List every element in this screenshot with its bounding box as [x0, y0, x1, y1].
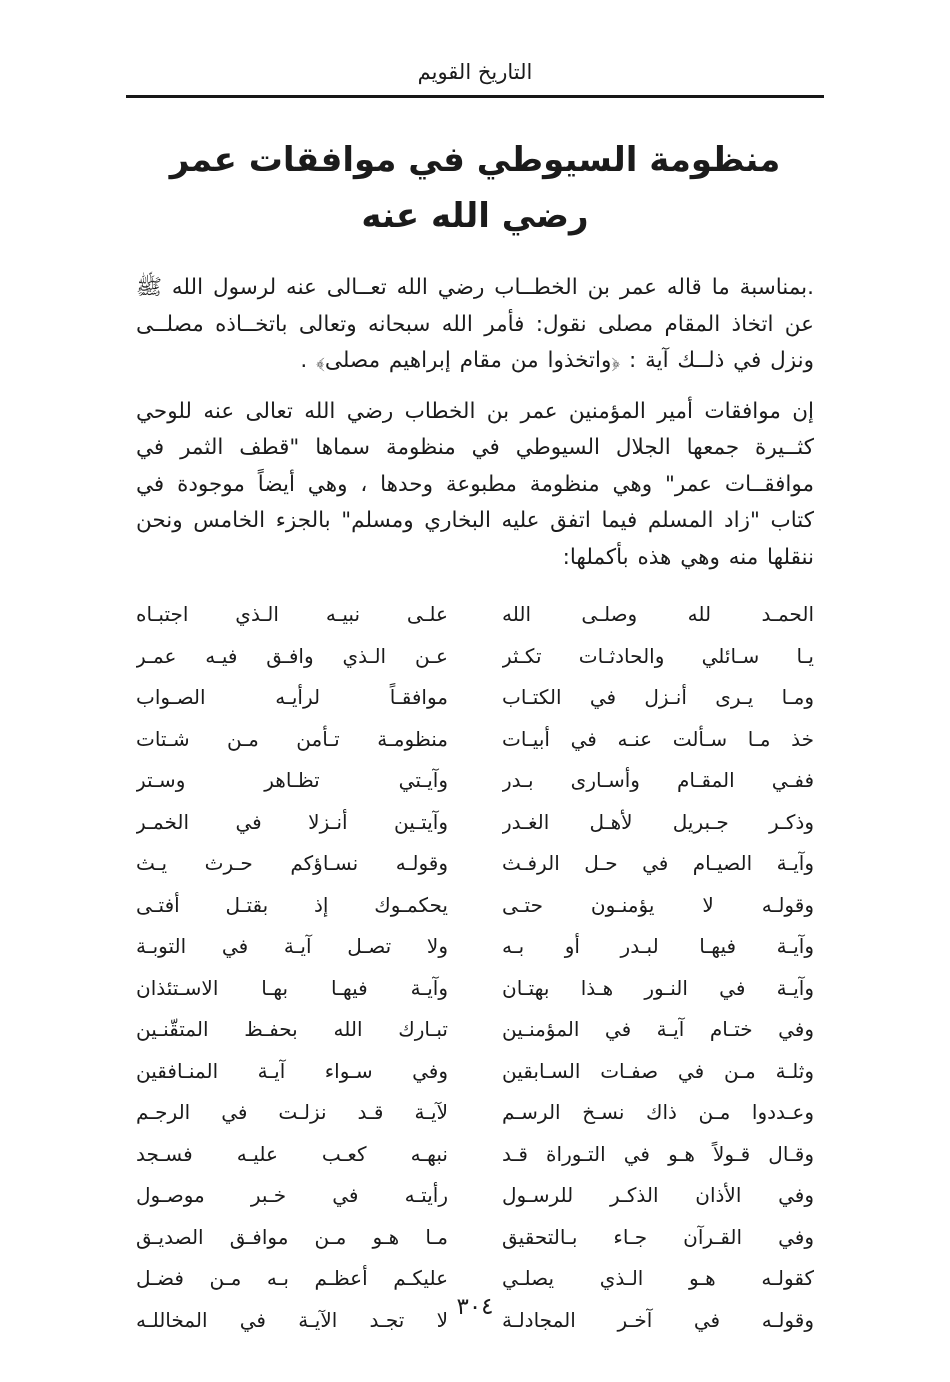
- hemistich-second: لا تجـد الآيـة في المخاللـه: [136, 1307, 448, 1332]
- hemistich-second: وقولـه نسـاؤكم حـرث يـث: [136, 851, 448, 875]
- poem-row: [136, 1051, 814, 1093]
- poem-row: [136, 594, 814, 636]
- hemistich-first: ففـي المقـام وأسـارى بـدر: [502, 768, 814, 792]
- hemistich-first: يـا سـائلي والحادثـات تكـثر: [502, 643, 814, 668]
- poem-row: [136, 636, 814, 678]
- poem-row: [136, 1134, 814, 1176]
- header-rule: [126, 95, 824, 98]
- hemistich-second: نبهـه كعـب عليـه فسـجد: [136, 1141, 448, 1166]
- hemistich-second: يحكمـوك إذ بقتـل أفتـى: [136, 892, 448, 917]
- hemistich-first: وآيـة فيهـا لبـدر أو بـه: [502, 934, 814, 958]
- poem-row: [136, 843, 814, 885]
- poem-row: [136, 719, 814, 761]
- poem-row: [136, 1175, 814, 1217]
- hemistich-first: وثلـة مـن في صفـات السـابقين: [502, 1058, 814, 1083]
- poem-row: [136, 1009, 814, 1051]
- hemistich-second: علـى نبيـه الـذي اجتبـاه: [136, 602, 448, 626]
- hemistich-second: وآيـة فيهـا بهـا الاسـتئذان: [136, 975, 448, 1000]
- poem-row: [136, 677, 814, 719]
- hemistich-first: وذكـر جـبريل لأهـل الغـدر: [502, 809, 814, 834]
- hemistich-second: تبـارك الله بحفـظ المتقّنـين: [136, 1017, 448, 1041]
- hemistich-first: وفي القـرآن جـاء بـالتحقيق: [502, 1224, 814, 1249]
- hemistich-second: وآيتـين أنـزلا في الخمـر: [136, 809, 448, 834]
- hemistich-second: عليكـم أعظـم بـه مـن فضـل: [136, 1266, 448, 1290]
- hemistich-first: وقولـه لا يؤمنـون حتـى: [502, 892, 814, 917]
- hemistich-first: وفي ختـام آيـة في المؤمنـين: [502, 1017, 814, 1041]
- hemistich-first: وآيـة في النـور هـذا بهتـان: [502, 975, 814, 1000]
- hemistich-first: وآيـة الصيـام في حـل الرفـث: [502, 851, 814, 875]
- hemistich-first: وقولـه في آخـر المجادلـة: [502, 1307, 814, 1332]
- hemistich-second: موافقـاً لرأيـه الصـواب: [136, 685, 448, 709]
- hemistich-second: مـا هـو مـن موافـق الصديـق: [136, 1224, 448, 1249]
- poem-row: [136, 802, 814, 844]
- hemistich-first: خذ مـا سـألت عنـه في أبيـات: [502, 726, 814, 751]
- hemistich-second: وفي سـواء آيـة المنـافقين: [136, 1058, 448, 1083]
- hemistich-second: عـن الـذي وافـق فيـه عمـر: [136, 643, 448, 668]
- poem-row: [136, 1217, 814, 1259]
- poem-section: [136, 594, 814, 1341]
- hemistich-second: ولا تصـل آيـة في التوبـة: [136, 934, 448, 958]
- page-title: منظومة السيوطي في موافقات عمر رضي الله عنه: [169, 140, 781, 236]
- hemistich-second: وآيـتي تظـاهر وسـتر: [136, 768, 448, 792]
- page-number: ٣٠٤: [456, 1294, 494, 1320]
- intro-paragraph-1: .بمناسبة ما قاله عمر بن الخطــاب رضي الله تعــالى عنه لرسول الله ﷺ عن اتخاذ المقام مصلى نقول: فأمر الله سبحانه وتعالى باتخــاذه مصلــى ونزل في ذلــك آية : ﴿واتخذوا من مقام إبراهيم مصلى﴾ .: [136, 275, 814, 373]
- running-head: التاريخ القويم: [417, 60, 533, 84]
- intro-paragraph-2: إن موافقات أمير المؤمنين عمر بن الخطاب رضي الله تعالى عنه للوحي كثــيرة جمعها الجلال السيوطي في منظومة سماها "قطف الثمر في موافقــات عمر" وهي منظومة مطبوعة وحدها ، وهي أيضاً موجودة في كتاب "زاد المسلم فيما اتفق عليه البخاري ومسلم" بالجزء الخامس ونحن ننقلها منه وهي هذه بأكملها:: [136, 398, 814, 570]
- poem-row: [136, 1092, 814, 1134]
- poem-row: [136, 885, 814, 927]
- poem-row: [136, 926, 814, 968]
- hemistich-first: الحمـد لله وصلـى الله: [502, 602, 814, 626]
- hemistich-second: رأيتـه في خـبر موصـول: [136, 1183, 448, 1207]
- hemistich-first: ومـا يـرى أنـزل في الكتـاب: [502, 685, 814, 709]
- poem-row: [136, 968, 814, 1010]
- hemistich-first: وقـال قـولاً هـو في التـوراة قـد: [502, 1141, 814, 1166]
- hemistich-first: كقولـه هـو الـذي يصلـي: [502, 1266, 814, 1290]
- hemistich-second: منظومـة تـأمن مـن شـتات: [136, 726, 448, 751]
- hemistich-first: وفي الأذان الذكـر للرسـول: [502, 1183, 814, 1207]
- poem-row: [136, 760, 814, 802]
- hemistich-second: لآيـة قـد نزلـت في الرجـم: [136, 1100, 448, 1124]
- hemistich-first: وعـددوا مـن ذاك نسـخ الرسـم: [502, 1100, 814, 1124]
